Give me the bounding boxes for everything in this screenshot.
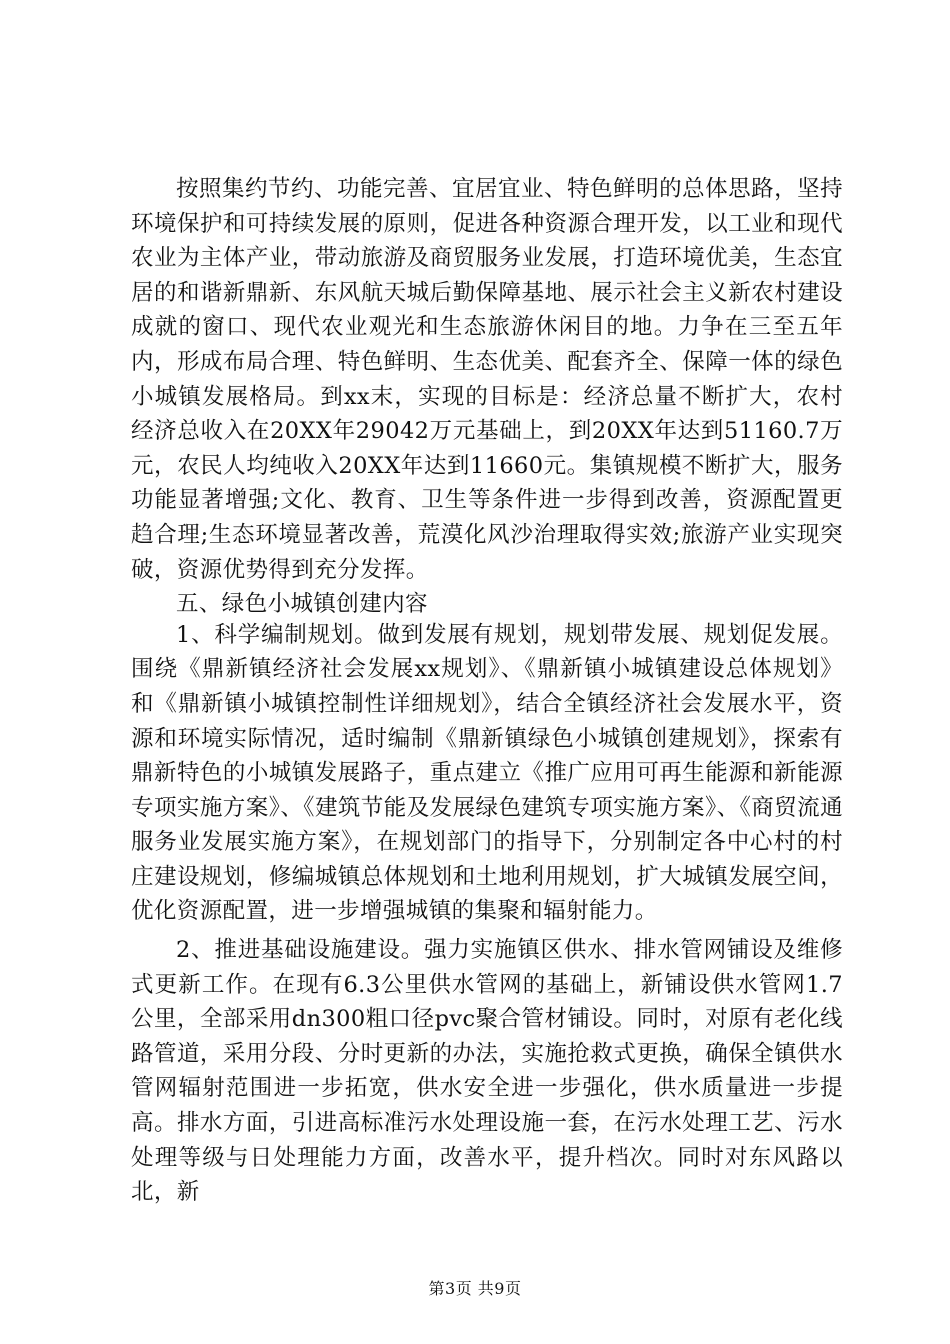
section-heading: 五、绿色小城镇创建内容	[176, 591, 428, 618]
paragraph-planning: 1、科学编制规划。做到发展有规划，规划带发展、规划促发展。围绕《鼎新镇经济社会发展xx规划》、《鼎新镇小城镇建设总体规划》和《鼎新镇小城镇控制性详细规划》，结合全镇经济社会发展水平，资源和环境实际情况，适时编制《鼎新镇绿色小城镇创建规划》，探索有鼎新特色的小城镇发展路子，重点建立《推广应用可再生能源和新能源专项实施方案》、《建筑节能及发展绿色建筑专项实施方案》、《商贸流通服务业发展实施方案》，在规划部门的指导下，分别制定各中心村的村庄建设规划，修编城镇总体规划和土地利用规划，扩大城镇发展空间，优化资源配置，进一步增强城镇的集聚和辐射能力。	[131, 621, 843, 925]
document-body	[131, 172, 843, 1210]
page-footer: 第3页 共9页	[428, 1279, 522, 1298]
paragraph-infrastructure: 2、推进基础设施建设。强力实施镇区供水、排水管网铺设及维修式更新工作。在现有6.3公里供水管网的基础上，新铺设供水管网1.7公里，全部采用dn300粗口径pvc聚合管材铺设。同时，对原有老化线路管道，采用分段、分时更新的办法，实施抢救式更换，确保全镇供水管网辐射范围进一步拓宽，供水安全进一步强化，供水质量进一步提高。排水方面，引进高标准污水处理设施一套，在污水处理工艺、污水处理等级与日处理能力方面，改善水平，提升档次。同时对东风路以北，新	[131, 937, 843, 1206]
paragraph-goals: 按照集约节约、功能完善、宜居宜业、特色鲜明的总体思路，坚持环境保护和可持续发展的原则，促进各种资源合理开发，以工业和现代农业为主体产业，带动旅游及商贸服务业发展，打造环境优美，生态宜居的和谐新鼎新、东风航天城后勤保障基地、展示社会主义新农村建设成就的窗口、现代农业观光和生态旅游休闲目的地。力争在三至五年内，形成布局合理、特色鲜明、生态优美、配套齐全、保障一体的绿色小城镇发展格局。到xx末，实现的目标是：经济总量不断扩大，农村经济总收入在20XX年29042万元基础上，到20XX年达到51160.7万元，农民人均纯收入20XX年达到11660元。集镇规模不断扩大，服务功能显著增强;文化、教育、卫生等条件进一步得到改善，资源配置更趋合理;生态环境显著改善，荒漠化风沙治理取得实效;旅游产业实现突破，资源优势得到充分发挥。	[131, 176, 843, 583]
